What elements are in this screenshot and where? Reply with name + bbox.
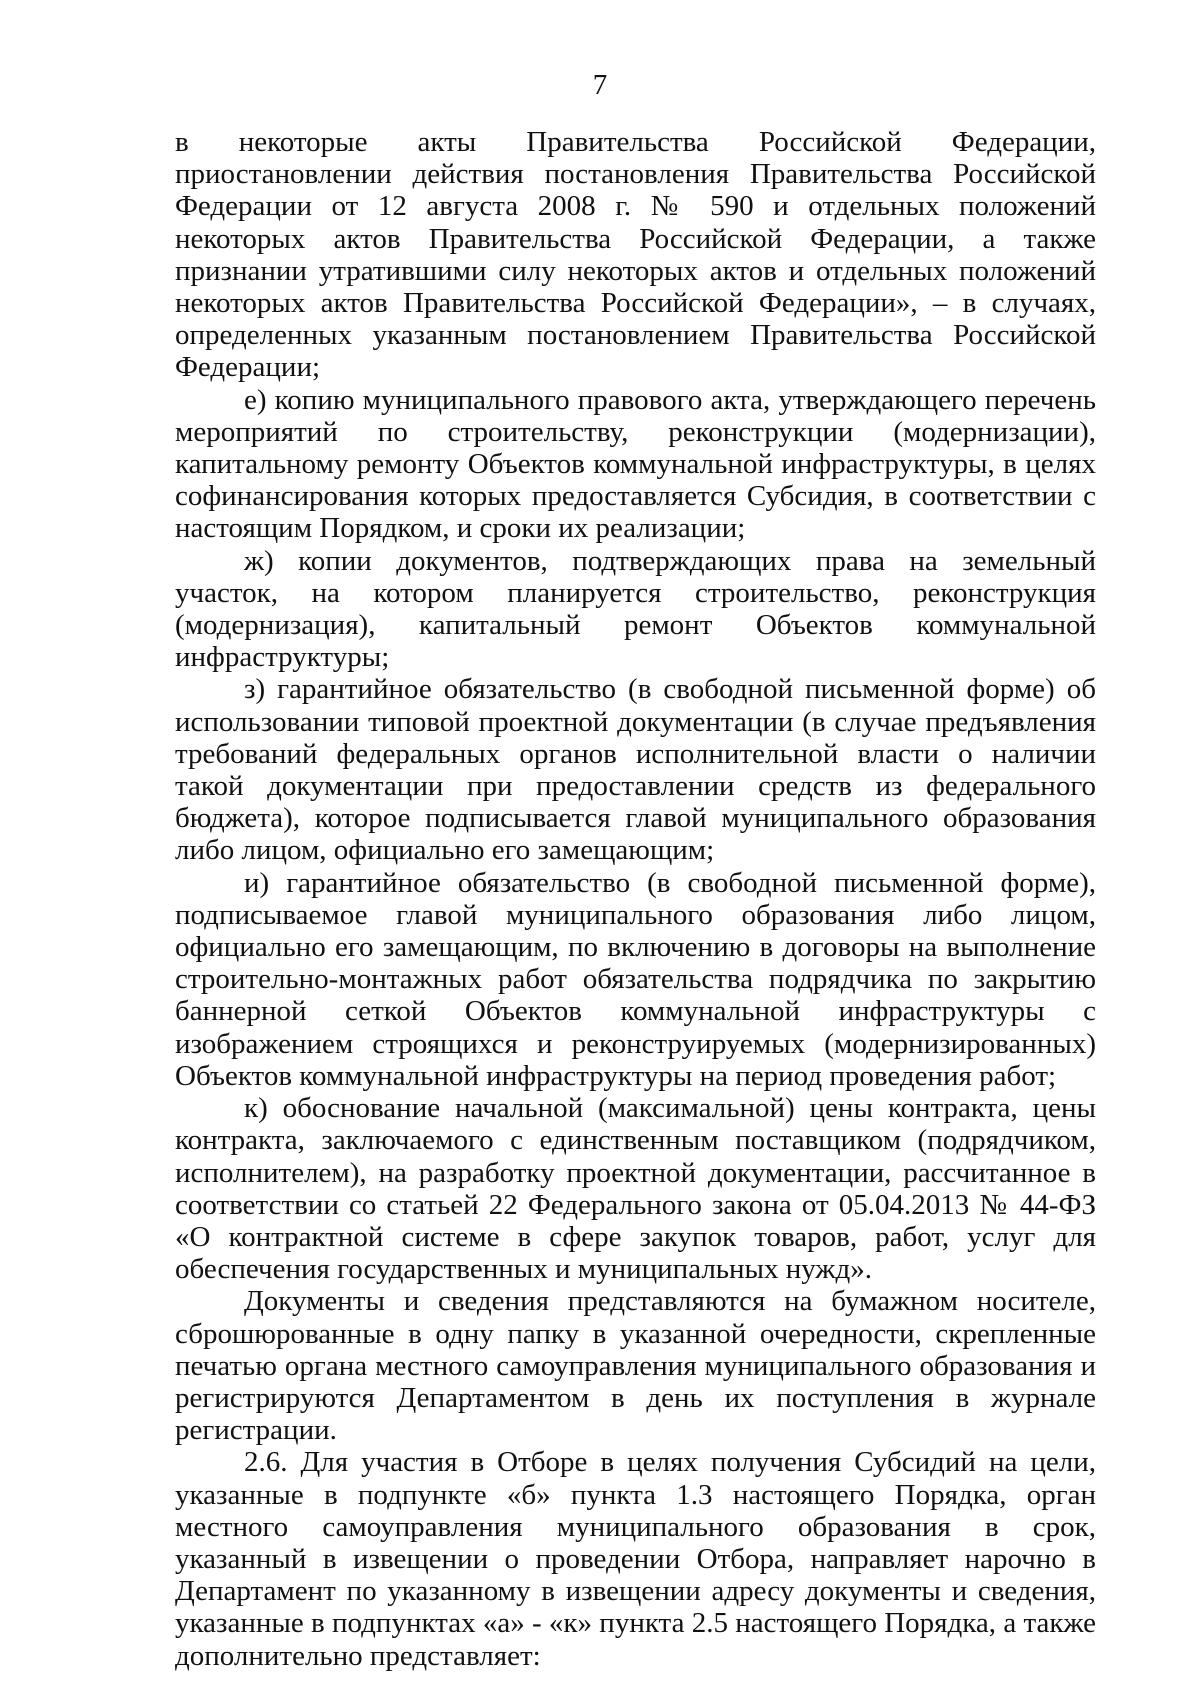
paragraph-item-k: к) обоснование начальной (максимальной) цены контракта, цены контракта, заключаемого с единственным поставщиком (подрядчиком, исполнителем), на разработку проектной документации, рассчитанное в соответствии со статьей 22 Федерального закона от 05.04.2013 № 44-ФЗ «О контрактной системе в сфере закупок товаров, работ, услуг для обеспечения государственных и муниципальных нужд». [175, 1092, 1096, 1286]
paragraph-item-z: з) гарантийное обязательство (в свободной письменной форме) об использовании типовой проектной документации (в случае предъявления требований федеральных органов исполнительной власти о наличии такой документации при предоставлении средств из федерального бюджета), которое подписывается главой муниципального образования либо лицом, официально его замещающим; [175, 673, 1096, 867]
document-body [175, 126, 1096, 1672]
paragraph-section-2-6: 2.6. Для участия в Отборе в целях получения Субсидий на цели, указанные в подпункте «б» пункта 1.3 настоящего Порядка, орган местного самоуправления муниципального образования в срок, указанный в извещении о проведении Отбора, направляет нарочно в Департамент по указанному в извещении адресу документы и сведения, указанные в подпунктах «а» - «к» пункта 2.5 настоящего Порядка, а также дополнительно представляет: [175, 1446, 1096, 1672]
page-number: 7 [592, 69, 608, 101]
paragraph-documents-submission: Документы и сведения представляются на бумажном носителе, сброшюрованные в одну папку в указанной очередности, скрепленные печатью органа местного самоуправления муниципального образования и регистрируются Департаментом в день их поступления в журнале регистрации. [175, 1285, 1096, 1447]
paragraph-continuation: в некоторые акты Правительства Российской Федерации, приостановлении действия постановления Правительства Российской Федерации от 12 августа 2008 г. № 590 и отдельных положений некоторых актов Правительства Российской Федерации, а также признании утратившими силу некоторых актов и отдельных положений некоторых актов Правительства Российской Федерации», – в случаях, определенных указанным постановлением Правительства Российской Федерации; [175, 126, 1096, 384]
paragraph-item-i: и) гарантийное обязательство (в свободной письменной форме), подписываемое главой муниципального образования либо лицом, официально его замещающим, по включению в договоры на выполнение строительно-монтажных работ обязательства подрядчика по закрытию баннерной сеткой Объектов коммунальной инфраструктуры с изображением строящихся и реконструируемых (модернизированных) Объектов коммунальной инфраструктуры на период проведения работ; [175, 866, 1096, 1092]
paragraph-item-zh: ж) копии документов, подтверждающих права на земельный участок, на котором планируется строительство, реконструкция (модернизация), капитальный ремонт Объектов коммунальной инфраструктуры; [175, 544, 1096, 674]
paragraph-item-e: е) копию муниципального правового акта, утверждающего перечень мероприятий по строительству, реконструкции (модернизации), капитальному ремонту Объектов коммунальной инфраструктуры, в целях софинансирования которых предоставляется Субсидия, в соответствии с настоящим Порядком, и сроки их реализации; [175, 383, 1096, 545]
